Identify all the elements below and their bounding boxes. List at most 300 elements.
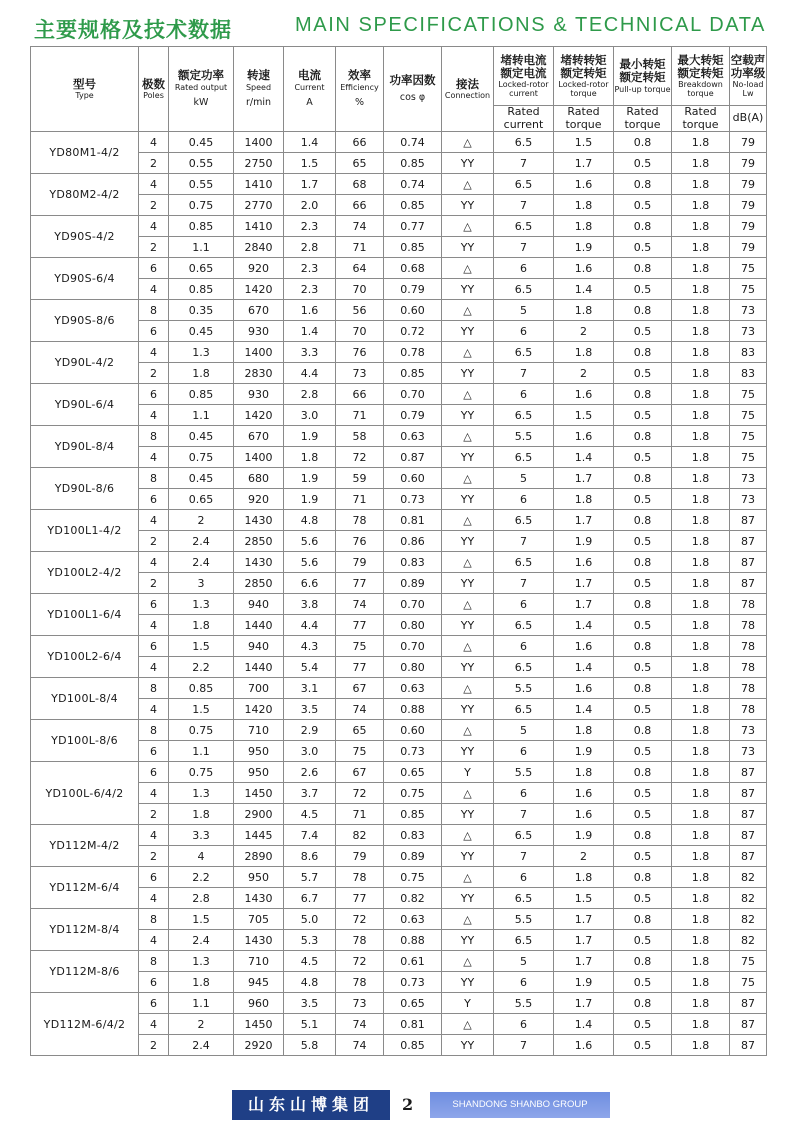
column-header xyxy=(139,47,169,132)
data-cell: 1420 xyxy=(234,279,284,300)
data-cell: 7 xyxy=(494,804,554,825)
data-cell: 2770 xyxy=(234,195,284,216)
data-cell: 0.78 xyxy=(384,342,442,363)
data-cell: YY xyxy=(442,489,494,510)
table-row xyxy=(31,573,767,594)
column-header-cn2: 额定转矩 xyxy=(560,65,607,80)
data-cell: 7 xyxy=(494,1035,554,1056)
data-cell: 6.5 xyxy=(494,552,554,573)
data-cell: 6 xyxy=(139,321,169,342)
data-cell: 71 xyxy=(336,405,384,426)
table-row xyxy=(31,384,767,405)
data-cell: YY xyxy=(442,363,494,384)
data-cell: 65 xyxy=(336,720,384,741)
data-cell: YY xyxy=(442,741,494,762)
data-cell: 1.4 xyxy=(554,699,614,720)
data-cell: 0.85 xyxy=(384,363,442,384)
data-cell: △ xyxy=(442,174,494,195)
data-cell: 0.5 xyxy=(614,447,672,468)
data-cell: 1.8 xyxy=(672,153,730,174)
data-cell: 87 xyxy=(730,510,767,531)
data-cell: 3.7 xyxy=(284,783,336,804)
data-cell: 1.7 xyxy=(554,594,614,615)
data-cell: 1410 xyxy=(234,216,284,237)
header-row xyxy=(31,47,767,106)
column-header xyxy=(442,47,494,132)
data-cell: 4.4 xyxy=(284,615,336,636)
table-row xyxy=(31,909,767,930)
data-cell: 2.4 xyxy=(169,552,234,573)
data-cell: 6 xyxy=(139,972,169,993)
data-cell: 75 xyxy=(730,972,767,993)
data-cell: 78 xyxy=(336,867,384,888)
data-cell: △ xyxy=(442,552,494,573)
model-cell: YD90L-6/4 xyxy=(31,384,139,426)
data-cell: 2750 xyxy=(234,153,284,174)
model-cell: YD90L-8/4 xyxy=(31,426,139,468)
data-cell: 6 xyxy=(139,384,169,405)
data-cell: 77 xyxy=(336,573,384,594)
data-cell: 0.5 xyxy=(614,657,672,678)
data-cell: 5 xyxy=(494,720,554,741)
table-row xyxy=(31,321,767,342)
data-cell: 73 xyxy=(336,993,384,1014)
column-header xyxy=(384,47,442,132)
data-cell: 1.8 xyxy=(672,762,730,783)
data-cell: 2 xyxy=(554,846,614,867)
data-cell: 1.8 xyxy=(169,615,234,636)
data-cell: YY xyxy=(442,531,494,552)
data-cell: 0.5 xyxy=(614,321,672,342)
column-header xyxy=(169,47,234,132)
data-cell: 6 xyxy=(139,867,169,888)
data-cell: 78 xyxy=(730,657,767,678)
page-number: 2 xyxy=(402,1095,414,1114)
data-cell: 3.1 xyxy=(284,678,336,699)
data-cell: 1.8 xyxy=(672,615,730,636)
data-cell: 0.5 xyxy=(614,972,672,993)
column-header-cn: 额定功率 xyxy=(178,68,224,83)
data-cell: 0.83 xyxy=(384,552,442,573)
data-cell: 920 xyxy=(234,258,284,279)
data-cell: 2 xyxy=(139,1035,169,1056)
data-cell: 1.8 xyxy=(672,258,730,279)
footer xyxy=(232,1090,608,1120)
data-cell: 0.8 xyxy=(614,552,672,573)
data-cell: 0.75 xyxy=(169,720,234,741)
data-cell: 0.45 xyxy=(169,321,234,342)
data-cell: 1.1 xyxy=(169,993,234,1014)
table-row xyxy=(31,279,767,300)
data-cell: 1410 xyxy=(234,174,284,195)
column-header xyxy=(31,47,139,132)
page-title-en: MAIN SPECIFICATIONS & TECHNICAL DATA xyxy=(295,14,766,36)
data-cell: 79 xyxy=(336,552,384,573)
data-cell: 2 xyxy=(139,363,169,384)
column-header-unit: A xyxy=(306,96,313,108)
data-cell: 5.3 xyxy=(284,930,336,951)
data-cell: 0.8 xyxy=(614,594,672,615)
data-cell: 0.75 xyxy=(169,195,234,216)
data-cell: △ xyxy=(442,720,494,741)
data-cell: 6.5 xyxy=(494,825,554,846)
data-cell: 0.60 xyxy=(384,720,442,741)
column-header-cn: 堵转电流 xyxy=(500,52,547,67)
data-cell: 6.5 xyxy=(494,657,554,678)
data-cell: 74 xyxy=(336,594,384,615)
data-cell: 1.4 xyxy=(554,657,614,678)
data-cell: 0.8 xyxy=(614,825,672,846)
data-cell: 7 xyxy=(494,846,554,867)
data-cell: 77 xyxy=(336,615,384,636)
data-cell: 6 xyxy=(494,258,554,279)
data-cell: 5.5 xyxy=(494,762,554,783)
data-cell: 1.8 xyxy=(672,699,730,720)
data-cell: 66 xyxy=(336,132,384,153)
data-cell: 2 xyxy=(169,1014,234,1035)
data-cell: 1.8 xyxy=(672,573,730,594)
data-cell: 1.8 xyxy=(672,552,730,573)
data-cell: 75 xyxy=(730,405,767,426)
data-cell: 0.5 xyxy=(614,741,672,762)
column-header-unit: r/min xyxy=(245,96,272,108)
data-cell: 72 xyxy=(336,447,384,468)
data-cell: 7 xyxy=(494,237,554,258)
data-cell: 0.65 xyxy=(169,489,234,510)
data-cell: 1.8 xyxy=(169,804,234,825)
data-cell: 6 xyxy=(494,867,554,888)
data-cell: 79 xyxy=(730,174,767,195)
data-cell: △ xyxy=(442,951,494,972)
column-header-cn2: 功率级 xyxy=(730,65,766,80)
data-cell: 6.5 xyxy=(494,930,554,951)
data-cell: 8 xyxy=(139,909,169,930)
data-cell: 6 xyxy=(494,489,554,510)
data-cell: YY xyxy=(442,153,494,174)
data-cell: 1.8 xyxy=(672,720,730,741)
data-cell: 0.82 xyxy=(384,888,442,909)
table-row xyxy=(31,594,767,615)
data-cell: 1.8 xyxy=(554,342,614,363)
data-cell: 5 xyxy=(494,951,554,972)
data-cell: 3.3 xyxy=(169,825,234,846)
page-title-cn: 主要规格及技术数据 xyxy=(34,18,232,42)
data-cell: 1.9 xyxy=(554,825,614,846)
data-cell: 67 xyxy=(336,762,384,783)
table-row xyxy=(31,846,767,867)
data-cell: 1.8 xyxy=(672,132,730,153)
data-cell: 0.61 xyxy=(384,951,442,972)
data-cell: 82 xyxy=(730,930,767,951)
data-cell: 0.5 xyxy=(614,1035,672,1056)
data-cell: 74 xyxy=(336,216,384,237)
data-cell: 1.1 xyxy=(169,237,234,258)
data-cell: 950 xyxy=(234,741,284,762)
table-row xyxy=(31,489,767,510)
data-cell: 6.5 xyxy=(494,888,554,909)
data-cell: 1.8 xyxy=(554,489,614,510)
table-body xyxy=(31,132,767,1056)
column-header xyxy=(336,47,384,132)
data-cell: 74 xyxy=(336,1014,384,1035)
data-cell: 6.5 xyxy=(494,510,554,531)
data-cell: 6.5 xyxy=(494,615,554,636)
data-cell: △ xyxy=(442,678,494,699)
data-cell: 0.70 xyxy=(384,594,442,615)
column-header-en: Connection xyxy=(444,91,491,101)
data-cell: 6 xyxy=(139,258,169,279)
data-cell: 1.4 xyxy=(284,132,336,153)
data-cell: 1.7 xyxy=(554,468,614,489)
data-cell: 66 xyxy=(336,384,384,405)
data-cell: 6 xyxy=(139,636,169,657)
column-header-cn: 极数 xyxy=(142,76,165,91)
data-cell: Y xyxy=(442,762,494,783)
column-header-cn: 电流 xyxy=(298,68,321,83)
column-header-sub: Rated torque xyxy=(614,106,672,132)
data-cell: 1.4 xyxy=(554,615,614,636)
model-cell: YD112M-4/2 xyxy=(31,825,139,867)
data-cell: 1.8 xyxy=(672,321,730,342)
data-cell: 5.7 xyxy=(284,867,336,888)
data-cell: 0.5 xyxy=(614,846,672,867)
data-cell: 6 xyxy=(494,1014,554,1035)
data-cell: 5.5 xyxy=(494,909,554,930)
table-row xyxy=(31,615,767,636)
data-cell: 6 xyxy=(139,993,169,1014)
data-cell: 6 xyxy=(494,636,554,657)
data-cell: 0.60 xyxy=(384,300,442,321)
data-cell: 4.3 xyxy=(284,636,336,657)
data-cell: 1.8 xyxy=(672,888,730,909)
data-cell: YY xyxy=(442,573,494,594)
data-cell: 4 xyxy=(139,216,169,237)
table-row xyxy=(31,426,767,447)
data-cell: 0.85 xyxy=(169,678,234,699)
column-header-unit: % xyxy=(354,96,365,108)
data-cell: 6 xyxy=(494,972,554,993)
data-cell: YY xyxy=(442,279,494,300)
data-cell: 705 xyxy=(234,909,284,930)
data-cell: 700 xyxy=(234,678,284,699)
data-cell: △ xyxy=(442,468,494,489)
specifications-table xyxy=(30,46,767,1056)
data-cell: 3.0 xyxy=(284,405,336,426)
column-header-sub: dB(A) xyxy=(730,106,767,132)
data-cell: 0.8 xyxy=(614,678,672,699)
data-cell: YY xyxy=(442,447,494,468)
data-cell: 5 xyxy=(494,468,554,489)
data-cell: 1.7 xyxy=(554,909,614,930)
table-row xyxy=(31,741,767,762)
data-cell: 0.87 xyxy=(384,447,442,468)
data-cell: 72 xyxy=(336,951,384,972)
data-cell: 6.5 xyxy=(494,174,554,195)
data-cell: △ xyxy=(442,132,494,153)
data-cell: YY xyxy=(442,657,494,678)
data-cell: 59 xyxy=(336,468,384,489)
data-cell: 0.45 xyxy=(169,132,234,153)
data-cell: 1430 xyxy=(234,552,284,573)
data-cell: 67 xyxy=(336,678,384,699)
data-cell: 5.6 xyxy=(284,531,336,552)
column-header-sub: Rated current xyxy=(494,106,554,132)
model-cell: YD90S-8/6 xyxy=(31,300,139,342)
data-cell: 77 xyxy=(336,888,384,909)
data-cell: 0.74 xyxy=(384,174,442,195)
data-cell: 73 xyxy=(730,300,767,321)
data-cell: 82 xyxy=(730,888,767,909)
data-cell: 7 xyxy=(494,153,554,174)
data-cell: 0.85 xyxy=(169,384,234,405)
model-cell: YD100L-6/4/2 xyxy=(31,762,139,825)
data-cell: 1.5 xyxy=(554,888,614,909)
column-header-en: Locked-rotor current xyxy=(498,80,549,99)
data-cell: 1.4 xyxy=(554,447,614,468)
data-cell: YY xyxy=(442,321,494,342)
data-cell: 4.5 xyxy=(284,951,336,972)
data-cell: 1.5 xyxy=(169,699,234,720)
data-cell: △ xyxy=(442,216,494,237)
data-cell: 1450 xyxy=(234,1014,284,1035)
data-cell: 0.8 xyxy=(614,867,672,888)
data-cell: YY xyxy=(442,930,494,951)
data-cell: 1.8 xyxy=(554,300,614,321)
data-cell: 1.9 xyxy=(284,468,336,489)
data-cell: 2.8 xyxy=(284,237,336,258)
model-cell: YD90L-8/6 xyxy=(31,468,139,510)
data-cell: 0.75 xyxy=(169,447,234,468)
data-cell: 8 xyxy=(139,468,169,489)
data-cell: 79 xyxy=(336,846,384,867)
data-cell: 2.8 xyxy=(284,384,336,405)
data-cell: 0.81 xyxy=(384,510,442,531)
data-cell: 1.8 xyxy=(672,741,730,762)
data-cell: 71 xyxy=(336,489,384,510)
data-cell: 1.4 xyxy=(284,321,336,342)
data-cell: 70 xyxy=(336,279,384,300)
data-cell: 0.5 xyxy=(614,531,672,552)
data-cell: 58 xyxy=(336,426,384,447)
data-cell: 87 xyxy=(730,993,767,1014)
data-cell: 1.8 xyxy=(672,678,730,699)
data-cell: 76 xyxy=(336,531,384,552)
data-cell: 0.79 xyxy=(384,405,442,426)
data-cell: 0.5 xyxy=(614,804,672,825)
data-cell: 0.80 xyxy=(384,657,442,678)
data-cell: 0.89 xyxy=(384,846,442,867)
model-cell: YD90L-4/2 xyxy=(31,342,139,384)
table-row xyxy=(31,678,767,699)
data-cell: 2 xyxy=(139,804,169,825)
data-cell: 87 xyxy=(730,1035,767,1056)
data-cell: 79 xyxy=(730,216,767,237)
data-cell: 4.8 xyxy=(284,510,336,531)
data-cell: 64 xyxy=(336,258,384,279)
model-cell: YD112M-8/6 xyxy=(31,951,139,993)
data-cell: 0.45 xyxy=(169,468,234,489)
data-cell: △ xyxy=(442,909,494,930)
data-cell: YY xyxy=(442,1035,494,1056)
data-cell: 0.45 xyxy=(169,426,234,447)
table-row xyxy=(31,972,767,993)
data-cell: △ xyxy=(442,636,494,657)
table-row xyxy=(31,825,767,846)
column-header-sub: Rated torque xyxy=(672,106,730,132)
data-cell: 1.6 xyxy=(554,426,614,447)
footer-company-cn: 山东山博集团 xyxy=(232,1090,390,1120)
data-cell: 73 xyxy=(336,363,384,384)
data-cell: 70 xyxy=(336,321,384,342)
data-cell: 1.8 xyxy=(672,468,730,489)
data-cell: 0.80 xyxy=(384,615,442,636)
column-header-en: Pull-up torque xyxy=(614,84,671,94)
column-header-cn: 效率 xyxy=(348,68,371,83)
data-cell: 1.8 xyxy=(672,300,730,321)
data-cell: 2.2 xyxy=(169,867,234,888)
data-cell: 78 xyxy=(336,510,384,531)
data-cell: 1.9 xyxy=(554,531,614,552)
column-header-unit: cos φ xyxy=(399,92,426,104)
data-cell: 0.55 xyxy=(169,174,234,195)
data-cell: 78 xyxy=(730,699,767,720)
data-cell: 0.8 xyxy=(614,468,672,489)
data-cell: 0.5 xyxy=(614,195,672,216)
data-cell: 6 xyxy=(139,741,169,762)
data-cell: 0.5 xyxy=(614,615,672,636)
data-cell: 1.8 xyxy=(672,657,730,678)
data-cell: 0.75 xyxy=(384,783,442,804)
data-cell: 1.7 xyxy=(554,153,614,174)
data-cell: 0.68 xyxy=(384,258,442,279)
data-cell: 0.89 xyxy=(384,573,442,594)
data-cell: 79 xyxy=(730,132,767,153)
data-cell: 6 xyxy=(139,489,169,510)
column-header xyxy=(672,47,730,106)
data-cell: 4 xyxy=(139,783,169,804)
data-cell: 0.5 xyxy=(614,153,672,174)
data-cell: YY xyxy=(442,804,494,825)
data-cell: 940 xyxy=(234,594,284,615)
data-cell: 1.8 xyxy=(672,1014,730,1035)
data-cell: 87 xyxy=(730,783,767,804)
data-cell: 1.6 xyxy=(554,804,614,825)
data-cell: 75 xyxy=(730,258,767,279)
data-cell: 74 xyxy=(336,1035,384,1056)
data-cell: 5.5 xyxy=(494,678,554,699)
data-cell: 6.5 xyxy=(494,216,554,237)
data-cell: 0.5 xyxy=(614,405,672,426)
data-cell: 4 xyxy=(139,615,169,636)
data-cell: 6.5 xyxy=(494,132,554,153)
data-cell: 0.8 xyxy=(614,762,672,783)
data-cell: 4 xyxy=(139,132,169,153)
data-cell: 2.6 xyxy=(284,762,336,783)
data-cell: 0.85 xyxy=(169,279,234,300)
data-cell: △ xyxy=(442,825,494,846)
data-cell: 1.6 xyxy=(284,300,336,321)
data-cell: 4 xyxy=(139,405,169,426)
data-cell: 71 xyxy=(336,804,384,825)
data-cell: 1.5 xyxy=(554,132,614,153)
data-cell: 1.8 xyxy=(554,762,614,783)
column-header-cn: 型号 xyxy=(73,76,96,91)
data-cell: 2830 xyxy=(234,363,284,384)
data-cell: 4 xyxy=(139,699,169,720)
data-cell: 1.8 xyxy=(672,930,730,951)
data-cell: YY xyxy=(442,195,494,216)
data-cell: 8 xyxy=(139,951,169,972)
